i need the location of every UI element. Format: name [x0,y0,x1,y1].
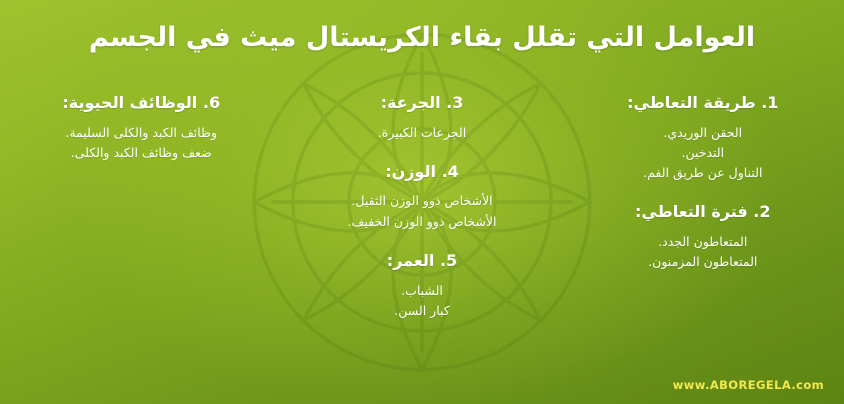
section-item: الحقن الوريدي. [663,124,743,140]
section-item: المتعاطون الجدد. [658,233,748,249]
section-age [299,250,545,321]
section-item: الأشخاص ذوو الوزن الثقيل. [351,193,493,209]
section-item: الجرعات الكبيرة. [377,124,467,140]
section-usage-duration [580,201,826,272]
section-heading: 5. العمر: [386,250,458,270]
section-item: كبار السن. [394,302,450,318]
section-weight [299,161,545,232]
section-item: وظائف الكبد والكلى السليمة. [65,124,218,140]
content-columns [18,92,826,370]
section-item: الشباب. [401,282,443,298]
section-heading: 3. الجرعة: [380,93,464,112]
column-left [18,92,264,181]
section-dose [299,92,545,143]
section-item: المتعاطون المزمنون. [648,254,758,270]
section-administration-route [580,92,826,183]
section-heading: 1. طريقة التعاطي: [627,93,779,112]
section-heading: 4. الوزن: [385,161,459,181]
section-heading: 6. الوظائف الحيوية: [62,93,221,112]
column-middle [299,92,545,339]
section-item: ضعف وظائف الكبد والكلى. [70,144,212,160]
section-item: الأشخاص ذوو الوزن الخفيف. [347,213,497,229]
section-heading: 2. فترة التعاطي: [635,202,771,222]
column-right [580,92,826,290]
section-vital-functions [18,92,264,163]
section-item: التناول عن طريق الفم. [643,165,763,181]
section-item: التدخين. [681,144,725,160]
page-title: العوامل التي تقلل بقاء الكريستال ميث في الجسم [88,22,756,53]
website-url[interactable]: www.ABOREGELA.com [672,378,824,392]
